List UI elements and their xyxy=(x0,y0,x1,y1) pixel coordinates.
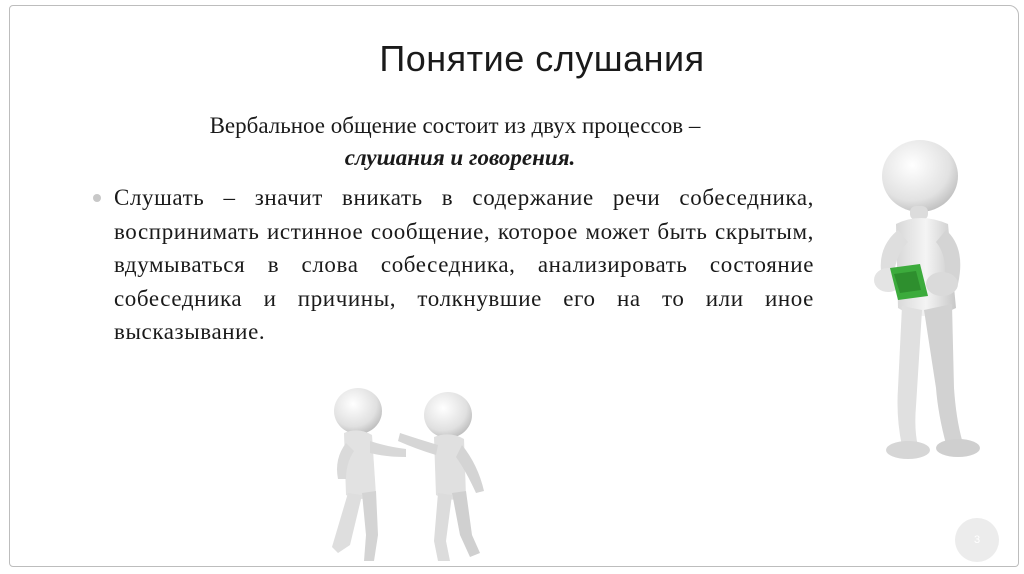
page-number-badge: 3 xyxy=(955,518,999,562)
two-figures-conversation-illustration xyxy=(316,385,506,570)
slide-title: Понятие слушания xyxy=(379,38,705,79)
subtitle-line-2: слушания и говорения. xyxy=(344,145,576,170)
subtitle-line-1: Вербальное общение состоит из двух процессов – xyxy=(209,113,701,138)
listener-figure-illustration xyxy=(858,138,988,488)
bullet-icon xyxy=(93,194,101,202)
bullet-text: Слушать – значит вникать в содержание речи собеседника, воспринимать истинное сообщение, которое может быть скрытым, вдумываться в слова собеседника, анализировать состояние собеседника и причины, толкнувшие его на то или иное высказывание. xyxy=(114,185,814,345)
